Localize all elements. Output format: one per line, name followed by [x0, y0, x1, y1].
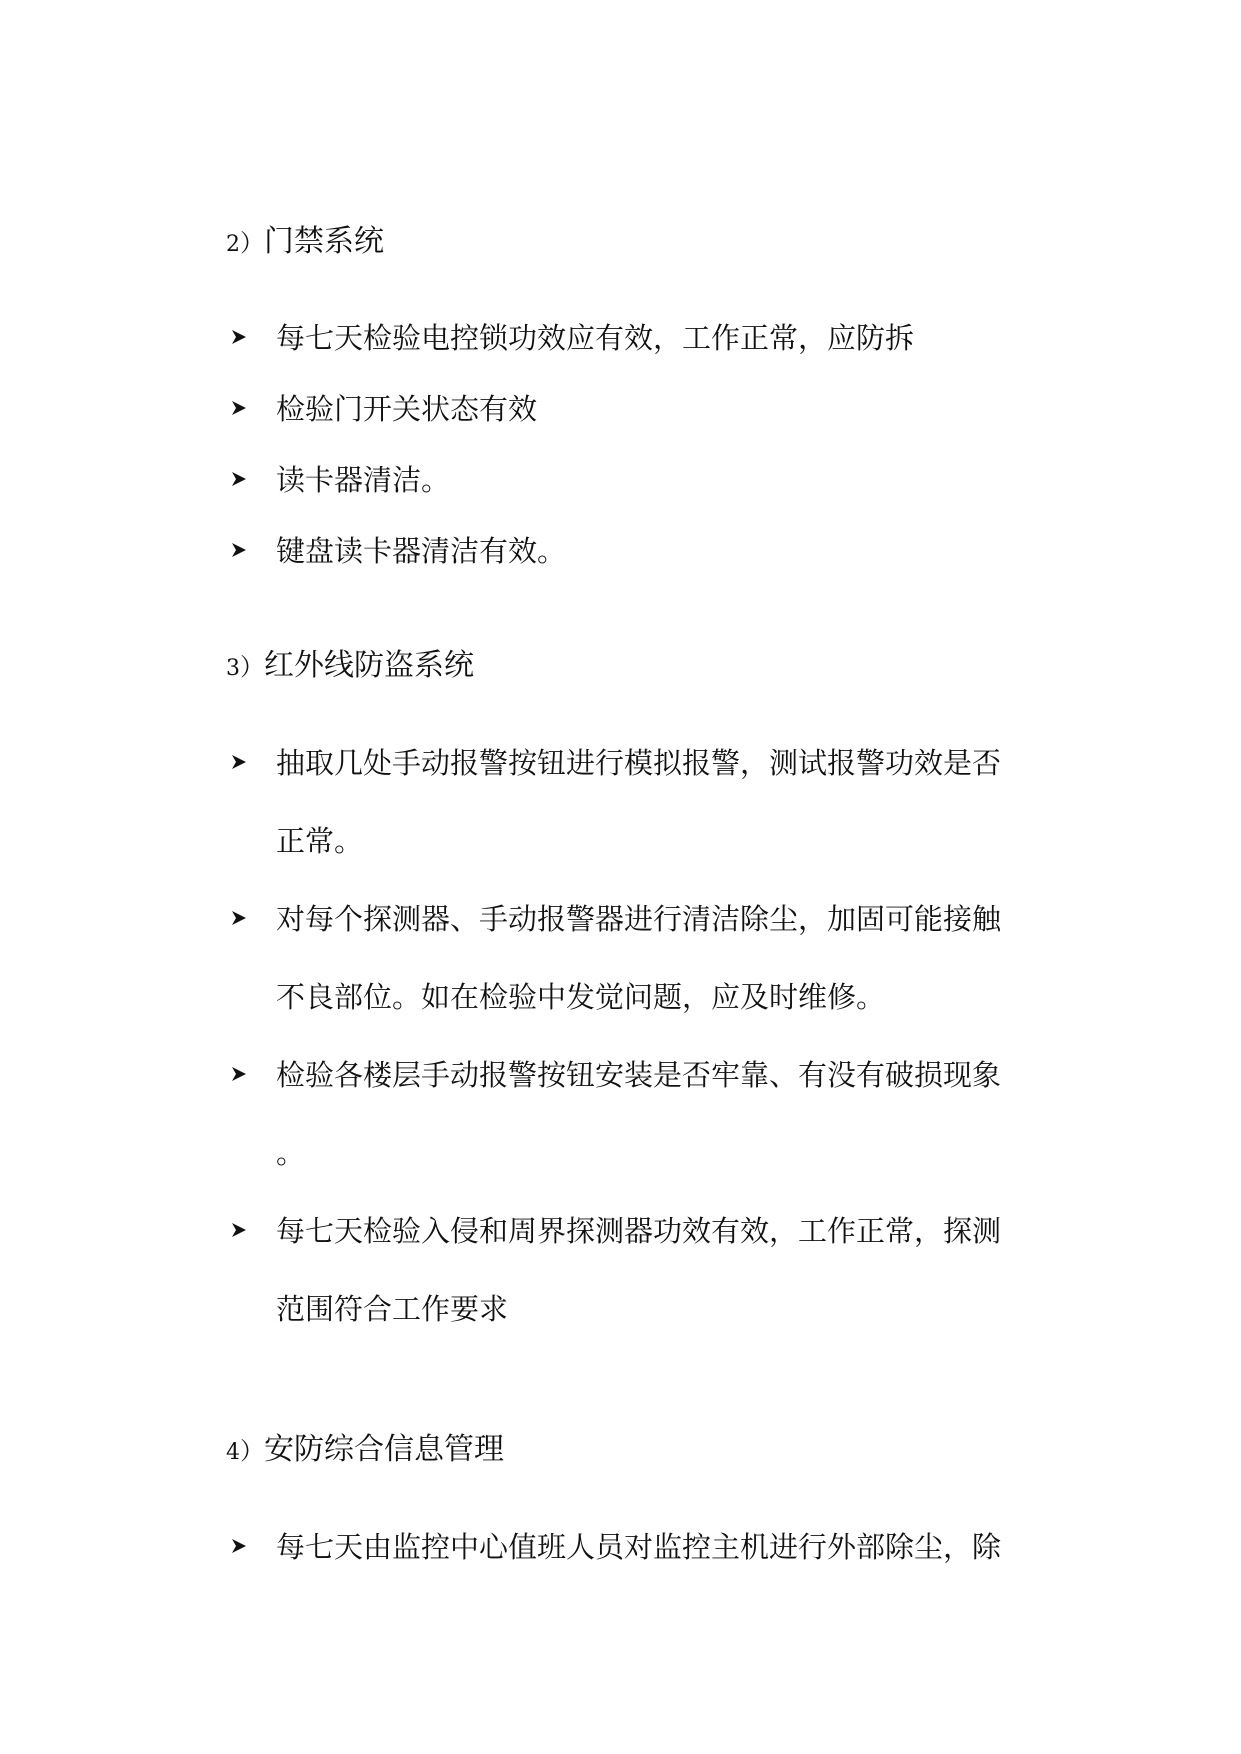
- arrowhead-bullet-icon: [230, 541, 248, 559]
- list-item-text: 每七天检验电控锁功效应有效，工作正常，应防拆: [276, 321, 915, 355]
- list-item-text: 对每个探测器、手动报警器进行清洁除尘，加固可能接触: [276, 902, 1002, 936]
- section-number: 2: [226, 232, 240, 257]
- section-number: 3: [226, 656, 240, 681]
- list-item-text: 读卡器清洁。: [276, 463, 451, 497]
- list-item-text: 检验门开关状态有效: [276, 392, 538, 426]
- section-title: 安防综合信息管理: [264, 1432, 504, 1467]
- arrowhead-bullet-icon: [230, 399, 248, 417]
- list-item-text: 检验各楼层手动报警按钮安装是否牢靠、有没有破损现象: [276, 1058, 1002, 1092]
- arrowhead-bullet-icon: [230, 470, 248, 488]
- list-item-text: 抽取几处手动报警按钮进行模拟报警，测试报警功效是否: [276, 746, 1002, 780]
- section-title: 红外线防盗系统: [264, 648, 474, 683]
- section-heading: [226, 222, 384, 265]
- arrowhead-bullet-icon: [230, 753, 248, 771]
- list-item-text: 键盘读卡器清洁有效。: [276, 534, 567, 568]
- section-number-paren: ）: [240, 1437, 264, 1465]
- list-item-text: 每七天由监控中心值班人员对监控主机进行外部除尘，除: [276, 1530, 1002, 1564]
- arrowhead-bullet-icon: [230, 1221, 248, 1239]
- section-heading: [226, 1430, 504, 1473]
- section-number-paren: ）: [240, 229, 264, 257]
- section-title: 门禁系统: [264, 224, 384, 259]
- list-item-continuation: 范围符合工作要求: [276, 1292, 509, 1326]
- list-item-continuation: 不良部位。如在检验中发觉问题，应及时维修。: [276, 980, 886, 1014]
- arrowhead-bullet-icon: [230, 1537, 248, 1555]
- list-item-continuation: 。: [276, 1136, 306, 1170]
- arrowhead-bullet-icon: [230, 1065, 248, 1083]
- section-number-paren: ）: [240, 653, 264, 681]
- section-heading: [226, 646, 474, 689]
- list-item-continuation: 正常。: [276, 824, 364, 858]
- arrowhead-bullet-icon: [230, 909, 248, 927]
- arrowhead-bullet-icon: [230, 328, 248, 346]
- section-number: 4: [226, 1440, 240, 1465]
- list-item-text: 每七天检验入侵和周界探测器功效有效，工作正常，探测: [276, 1214, 1002, 1248]
